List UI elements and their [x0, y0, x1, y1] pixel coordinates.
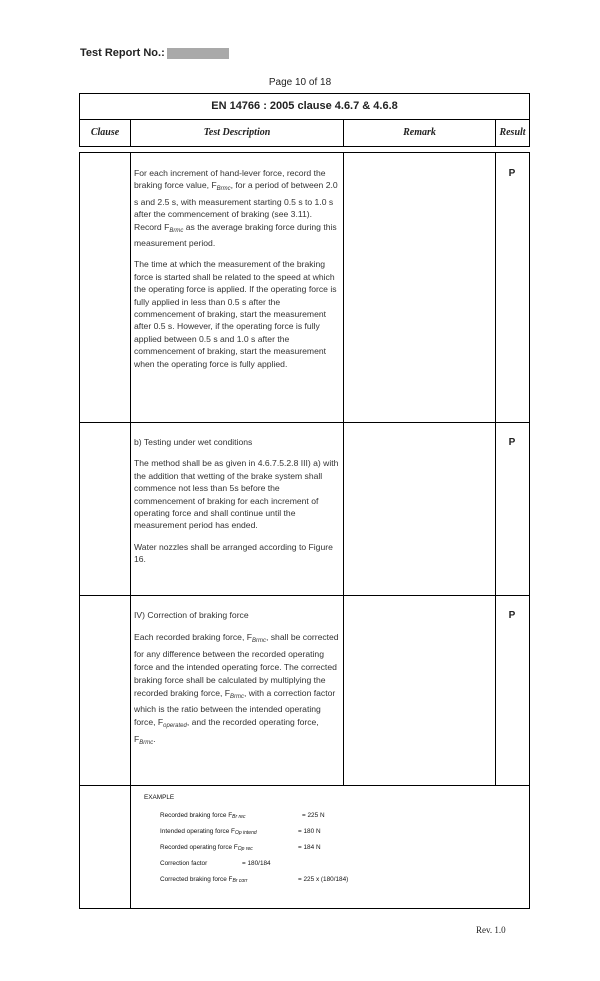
row-3-heading: IV) Correction of braking force	[134, 610, 249, 620]
table-row-2-result: P	[508, 437, 516, 448]
page-number: Page 10 of 18	[268, 77, 332, 88]
row-2-heading: b) Testing under wet conditions	[134, 437, 253, 447]
column-header-result: Result	[495, 120, 530, 147]
column-header-clause: Clause	[79, 120, 131, 147]
column-header-remark: Remark	[343, 120, 496, 147]
column-header-description: Test Description	[130, 120, 344, 147]
table-row-1-description: For each increment of hand-lever force, record the braking force value, $F_{Brmc}$, for a period of between 2.0 s and 2.5 s, with measurement starting 0.5 s to 1.0 s after the commencement of braking (see 3.11). Record $F_{Brmc}$ as the average braking force during this measurement period. The time at which the measurement of the braking force is started shall be related to the speed at which the operating force is applied. If the operating force is fully applied in less than 0.5 s after the commencement of braking, start the measurement after 0.5 s. However, if the operating force is fully applied between 0.5 s and 1.0 s after the commencement of braking, start the measurement when the operating force is fully applied.	[134, 167, 340, 379]
table-divider	[343, 152, 344, 785]
example-title: EXAMPLE	[144, 794, 175, 801]
table-row-2-description	[134, 436, 340, 575]
row-2-paragraph-2: The method shall be as given in 4.6.7.5.2.8 III) a) with the addition that wetting of the brake system shall commence not less than 5s before the commencement of braking for each increment of operating force and shall continue until the measurement period has ended.	[134, 458, 339, 531]
row-2-paragraph-3: Water nozzles shall be arranged according to Figure 16.	[134, 541, 333, 565]
table-divider	[130, 152, 131, 909]
row-divider	[79, 422, 530, 423]
table-row-3-result: P	[508, 610, 516, 621]
revision-label: Rev. 1.0	[476, 925, 506, 935]
table-row-3-description: IV) Correction of braking force Each recorded braking force, $F_{Brmc}$, shall be corrected for any difference between the recorded operating force and the intended operating force. The corrected braking force shall be calculated by multiplying the recorded braking force, $F_{Brmc}$, with a correction factor which is the ratio between the intended operating force, $F_{operated}$, and the recorded operating force, $F_{Brmc}$.	[134, 610, 339, 747]
row-1-paragraph-2: The time at which the measurement of the braking force is started shall be related to the speed at which the operating force is applied. If the operating force is fully applied in less than 0.5 s after the commencement of braking, start the measurement after 0.5 s. However, if the operating force is fully applied between 0.5 s and 1.0 s after the commencement of braking, start the measurement when the operating force is fully applied.	[134, 259, 337, 369]
redacted-report-number	[167, 48, 229, 59]
table-divider	[495, 152, 496, 785]
example-block: EXAMPLE Recorded braking force FBr rec = 225 N Intended operating force FOp intend = 180 N Recorded operating force FOp rec = 184 N Correction factor = 180/184 Corrected braking force FBr corr = 225 x (180/184)	[144, 794, 349, 884]
report-label-text: Test Report No.:	[80, 47, 165, 59]
row-divider	[79, 595, 530, 596]
table-row-1-result: P	[508, 168, 516, 179]
report-number-label	[80, 47, 229, 59]
section-title: EN 14766 : 2005 clause 4.6.7 & 4.6.8	[79, 93, 530, 120]
